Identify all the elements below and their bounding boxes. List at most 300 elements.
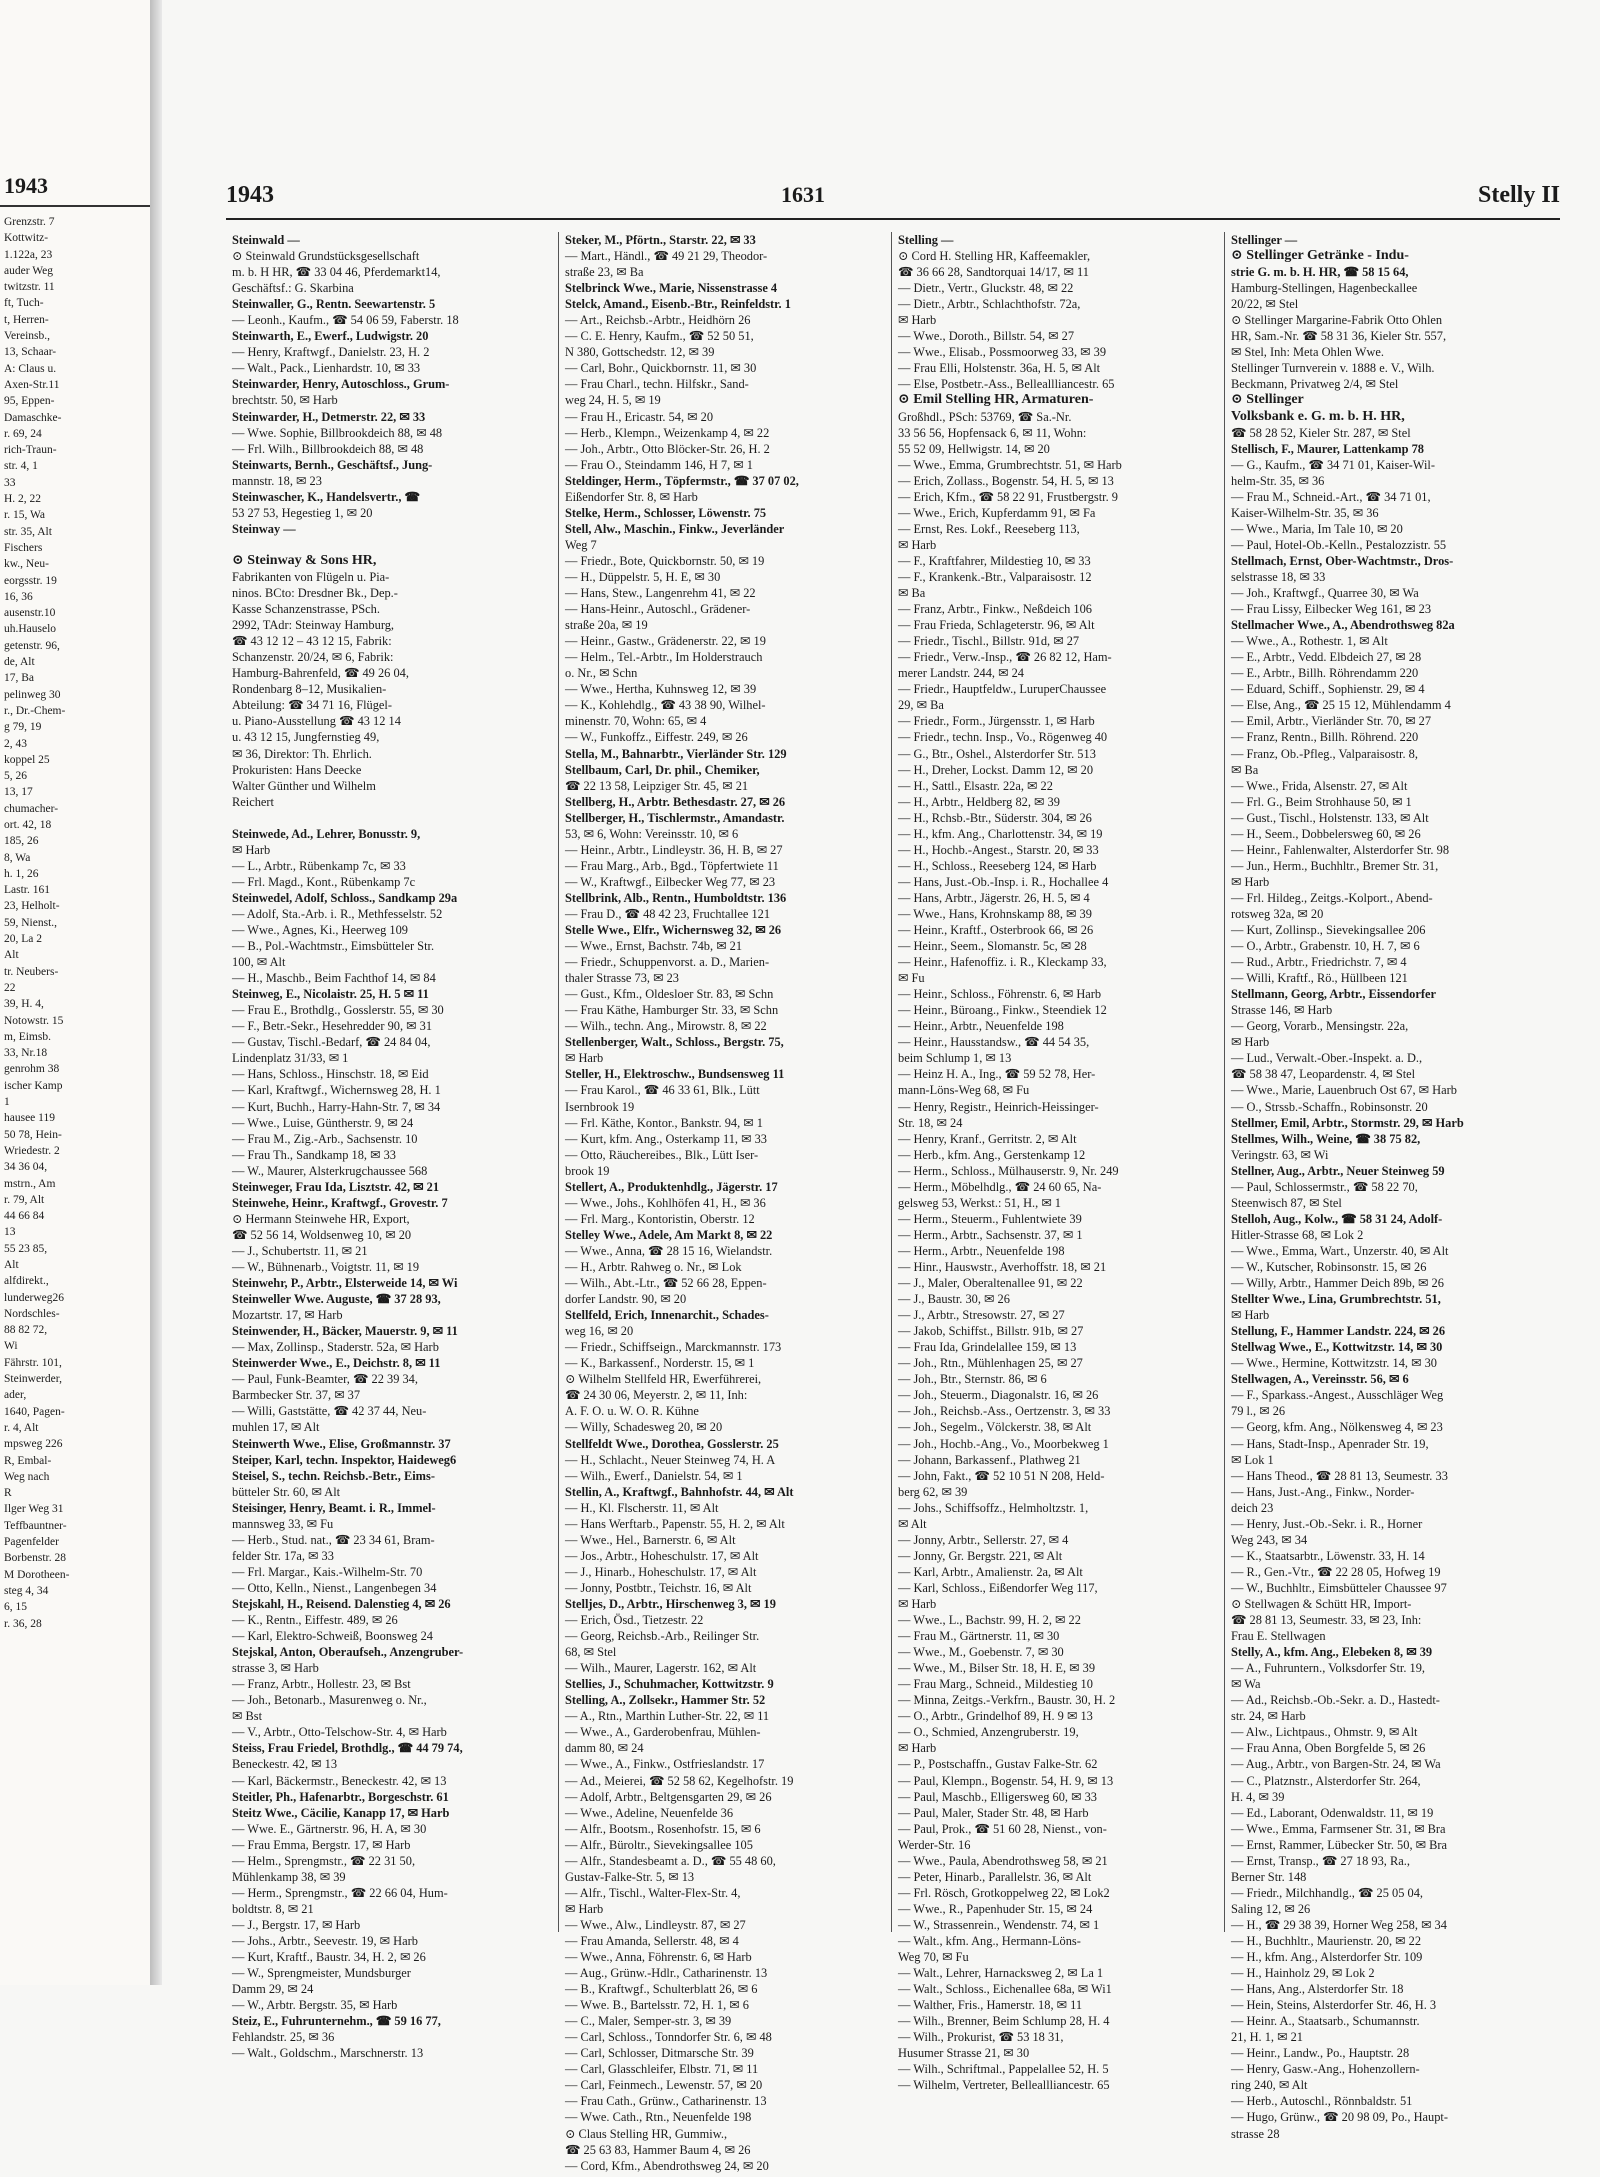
directory-entry-line: Stellisch, F., Maurer, Lattenkamp 78 — [1231, 441, 1424, 456]
directory-entry-line: — Helm., Sprengmstr., ☎ 22 31 50, — [232, 1853, 416, 1868]
directory-entry-line: — Frau Th., Sandkamp 18, ✉ 33 — [232, 1147, 396, 1162]
directory-entry-line: — Frl. Rösch, Grotkoppelweg 22, ✉ Lok2 — [898, 1885, 1110, 1900]
directory-entry-line: — Karl, Elektro-Schweiß, Boonsweg 24 — [232, 1629, 433, 1644]
directory-entry-line: — Frau Marg., Arb., Bgd., Töpfertwiete 11 — [565, 858, 779, 873]
directory-entry-line: — Jonny, Arbtr., Sellerstr. 27, ✉ 4 — [898, 1532, 1069, 1547]
directory-entry-line: bütteler Str. 60, ✉ Alt — [232, 1484, 341, 1499]
directory-entry-line: — Else, Postbetr.-Ass., Belleallliancestr. 65 — [898, 377, 1115, 392]
facing-page-line: 13, 17 — [4, 786, 33, 799]
directory-entry-line: — Gust., Tischl., Holstenstr. 133, ✉ Alt — [1231, 810, 1429, 825]
directory-entry-line: Husumer Strasse 21, ✉ 30 — [898, 2046, 1030, 2061]
directory-entry-line: — W., Sprengmeister, Mundsburger — [232, 1966, 411, 1981]
directory-entry-line: brook 19 — [565, 1163, 610, 1178]
directory-entry-line: Str. 18, ✉ 24 — [898, 1115, 963, 1130]
directory-entry-line: — Else, Ang., ☎ 25 15 12, Mühlendamm 4 — [1231, 698, 1451, 713]
directory-entry-line: Steinwascher, K., Handelsvertr., ☎ — [232, 489, 420, 504]
directory-entry-line: — Joh., Hochb.-Ang., Vo., Moorbekweg 1 — [898, 1436, 1109, 1451]
directory-entry-line: Isernbrook 19 — [565, 1099, 635, 1114]
directory-entry-line: — Wilh., Abt.-Ltr., ☎ 52 66 28, Eppen- — [565, 1276, 767, 1291]
directory-entry-line: ⊙ Wilhelm Stellfeld HR, Ewerführerei, — [565, 1372, 762, 1387]
directory-entry-line: ☎ 25 63 83, Hammer Baum 4, ✉ 26 — [565, 2142, 751, 2157]
facing-page-line: 185, 26 — [4, 835, 39, 848]
facing-page-line: Grenzstr. 7 — [4, 216, 55, 228]
directory-entry-line: u. Piano-Ausstellung ☎ 43 12 14 — [232, 714, 401, 729]
directory-entry-line: — H., Schlacht., Neuer Steinweg 74, H. A — [565, 1452, 776, 1467]
directory-entry-line: — K., Rentn., Eiffestr. 489, ✉ 26 — [232, 1613, 398, 1628]
directory-entry-line: — Hans, Schloss., Hinschstr. 18, ✉ Eid — [232, 1067, 429, 1082]
directory-entry-line: — O., Arbtr., Grindelhof 89, H. 9 ✉ 13 — [898, 1709, 1093, 1724]
directory-entry-line: — Henry, Just.-Ob.-Sekr. i. R., Horner — [1231, 1516, 1423, 1531]
directory-entry-line: Weg 243, ✉ 34 — [1231, 1532, 1308, 1547]
directory-entry-line: Stelley Wwe., Adele, Am Markt 8, ✉ 22 — [565, 1227, 773, 1242]
directory-entry-line: — Frl. G., Beim Strohhause 50, ✉ 1 — [1231, 794, 1412, 809]
directory-entry-line: 20/22, ✉ Stel — [1231, 297, 1299, 312]
facing-page-line: str. 4, 1 — [4, 460, 38, 473]
directory-entry-line: — Heinr., Hafenoffiz. i. R., Kleckamp 33, — [898, 955, 1107, 970]
directory-entry-line: — Herm., Arbtr., Neuenfelde 198 — [898, 1243, 1065, 1258]
facing-page-line: rich-Traun- — [4, 444, 57, 457]
directory-entry-line: H. 4, ✉ 39 — [1231, 1789, 1285, 1804]
directory-entry-line: — Herb., kfm. Ang., Gerstenkamp 12 — [898, 1147, 1086, 1162]
directory-entry-line: 53 27 53, Hegestieg 1, ✉ 20 — [232, 505, 373, 520]
directory-entry-line: ☎ 36 66 28, Sandtorquai 14/17, ✉ 11 — [898, 265, 1089, 280]
facing-page-line: Fischers — [4, 541, 43, 554]
directory-entry-line: ✉ Harb — [898, 313, 937, 328]
facing-page-line: ft, Tuch- — [4, 297, 44, 310]
directory-entry-line: — Adolf, Sta.-Arb. i. R., Methfesselstr. 52 — [232, 906, 443, 921]
directory-entry-line: felder Str. 17a, ✉ 33 — [232, 1548, 334, 1563]
directory-entry-line: Veringstr. 63, ✉ Wi — [1231, 1147, 1329, 1162]
facing-page-line: r. 69, 24 — [4, 427, 42, 440]
directory-entry-line: straße 20a, ✉ 19 — [565, 618, 648, 633]
directory-entry-line: — Friedr., Milchhandlg., ☎ 25 05 04, — [1231, 1885, 1423, 1900]
directory-entry-line: — Hinr., Hauswstr., Averhoffstr. 18, ✉ 21 — [898, 1260, 1107, 1274]
directory-entry-line: — Erich, Zollass., Bogenstr. 54, H. 5, ✉ 13 — [898, 473, 1114, 488]
directory-entry-line: — Wwe., Anna, ☎ 28 15 16, Wielandstr. — [565, 1243, 773, 1258]
facing-page-line: genrohm 38 — [4, 1063, 60, 1076]
directory-entry-line: — Ad., Meierei, ☎ 52 58 62, Kegelhofstr. 19 — [565, 1773, 794, 1788]
directory-entry-line: Stejskal, Anton, Oberaufseh., Anzengruber- — [232, 1645, 464, 1660]
directory-entry-line: — C. E. Henry, Kaufm., ☎ 52 50 51, — [565, 329, 754, 344]
facing-page-rule — [0, 205, 150, 207]
directory-entry-line: ☎ 58 38 47, Leopardenstr. 4, ✉ Stel — [1231, 1067, 1416, 1082]
directory-entry-line: mann-Löns-Weg 68, ✉ Fu — [898, 1083, 1030, 1098]
facing-page-line: r. 36, 28 — [4, 1617, 42, 1630]
facing-page-line: kw., Neu- — [4, 558, 49, 571]
directory-entry-line: — Herm., Arbtr., Sachsenstr. 37, ✉ 1 — [898, 1227, 1083, 1242]
facing-page-line: chumacher- — [4, 802, 59, 815]
facing-page-line: twitzstr. 11 — [4, 281, 55, 294]
directory-entry-line: selstrasse 18, ✉ 33 — [1231, 569, 1326, 584]
directory-entry-line: — Friedr., Verw.-Insp., ☎ 26 82 12, Ham- — [898, 650, 1112, 665]
directory-entry-line: Steisinger, Henry, Beamt. i. R., Immel- — [232, 1500, 436, 1515]
directory-entry-line: — W., Maurer, Alsterkrugchaussee 568 — [232, 1163, 428, 1178]
facing-page-line: g 79, 19 — [4, 721, 42, 734]
entry-columns — [226, 232, 1560, 2173]
facing-page-line: 33, Nr.18 — [4, 1047, 48, 1060]
directory-entry-line: — Wwe., Elisab., Possmoorweg 33, ✉ 39 — [898, 345, 1107, 360]
directory-entry-line: Stellmach, Ernst, Ober-Wachtmstr., Dros- — [1231, 553, 1454, 568]
directory-entry-line: — Joh., Rtn., Mühlenhagen 25, ✉ 27 — [898, 1356, 1083, 1371]
facing-page-line: steg 4, 34 — [4, 1584, 49, 1597]
facing-page-line: 33 — [4, 476, 16, 489]
directory-entry-line: — Wwe. E., Gärtnerstr. 96, H. A, ✉ 30 — [232, 1821, 427, 1836]
facing-page-line: r. 4, Alt — [4, 1421, 39, 1434]
directory-entry-line: ✉ Harb — [565, 1051, 604, 1066]
facing-page-line: A: Claus u. — [4, 362, 57, 375]
directory-entry-line: — Herb., Klempn., Weizenkamp 4, ✉ 22 — [565, 425, 770, 440]
directory-entry-line: u. 43 12 15, Jungfernstieg 49, — [232, 730, 380, 745]
directory-entry-line: Stellberger, H., Tischlermstr., Amandastr. — [565, 810, 785, 825]
facing-page-line: alfdirekt., — [4, 1275, 49, 1288]
directory-entry-line: ✉ 36, Direktor: Th. Ehrlich. — [232, 746, 372, 761]
directory-entry-line: — Frl. Wilh., Billbrookdeich 88, ✉ 48 — [232, 441, 424, 456]
directory-entry-line: — Hans, Ang., Alsterdorfer Str. 18 — [1231, 1982, 1404, 1997]
directory-entry-line: — Wwe., Luise, Güntherstr. 9, ✉ 24 — [232, 1115, 414, 1130]
directory-entry-line: Stellwag Wwe., E., Kottwitzstr. 14, ✉ 30 — [1231, 1340, 1443, 1355]
directory-entry-line: Stell, Alw., Maschin., Finkw., Jeverländer — [565, 521, 785, 536]
directory-entry-line: gelsweg 53, Werkst.: 51, H., ✉ 1 — [898, 1195, 1061, 1210]
directory-entry-line: — Frau M., Gärtnerstr. 11, ✉ 30 — [898, 1629, 1060, 1644]
facing-page-line: m, Eimsb. — [4, 1030, 51, 1043]
facing-page-line: mstrn., Am — [4, 1177, 56, 1190]
directory-entry-line: weg 24, H. 5, ✉ 19 — [565, 393, 661, 408]
directory-entry-line: — Friedr., Schiffseign., Marckmannstr. 173 — [565, 1340, 782, 1355]
directory-entry-line: Strasse 146, ✉ Harb — [1231, 1003, 1333, 1018]
directory-entry-line: helm-Str. 35, ✉ 36 — [1231, 473, 1325, 488]
directory-entry-line: — Hans, Just.-Ob.-Insp. i. R., Hochallee 4 — [898, 874, 1109, 889]
directory-entry-line: Steinwerth Wwe., Elise, Großmannstr. 37 — [232, 1436, 451, 1451]
directory-entry-line: Stellbrink, Alb., Rentn., Humboldtstr. 136 — [565, 890, 787, 905]
directory-entry-line: — Wwe., Marie, Lauenbruch Ost 67, ✉ Harb — [1231, 1083, 1457, 1098]
directory-entry-line: — Hans, Just.-Ang., Finkw., Norder- — [1231, 1484, 1415, 1499]
directory-entry-line: muhlen 17, ✉ Alt — [232, 1420, 320, 1435]
directory-entry-line: — J., Hinarb., Hoheschulstr. 17, ✉ Alt — [565, 1564, 757, 1579]
directory-entry-line: ✉ Ba — [1231, 762, 1259, 777]
facing-page-line: eorgsstr. 19 — [4, 574, 57, 587]
directory-entry-line: Schanzenstr. 20/24, ✉ 6, Fabrik: — [232, 650, 394, 665]
directory-entry-line: merer Landstr. 244, ✉ 24 — [898, 666, 1024, 681]
directory-entry-line: — Frau Karol., ☎ 46 33 61, Blk., Lütt — [565, 1083, 760, 1098]
facing-page-line: R, Embal- — [4, 1454, 52, 1467]
directory-entry-line: ✉ Wa — [1231, 1677, 1261, 1692]
directory-entry-line: weg 16, ✉ 20 — [565, 1324, 634, 1339]
directory-entry-line — [232, 537, 552, 553]
directory-entry-line: — F., Kraftfahrer, Mildestieg 10, ✉ 33 — [898, 553, 1091, 568]
directory-entry-line: — Joh., Reichsb.-Ass., Oertzenstr. 3, ✉ 33 — [898, 1404, 1111, 1419]
directory-entry-line: Mühlenkamp 38, ✉ 39 — [232, 1869, 346, 1884]
directory-entry-line: — Wwe., M., Bilser Str. 18, H. E, ✉ 39 — [898, 1661, 1096, 1676]
directory-entry-line: — Karl, Arbtr., Amalienstr. 2a, ✉ Alt — [898, 1564, 1083, 1579]
facing-page-line: Alt — [4, 1259, 19, 1271]
directory-entry-line: — Gust., Kfm., Oldesloer Str. 83, ✉ Schn — [565, 987, 774, 1002]
directory-entry-line: Stellin, A., Kraftwgf., Bahnhofstr. 44, ✉ Alt — [565, 1484, 794, 1499]
directory-entry-line: 79 l., ✉ 26 — [1231, 1404, 1286, 1419]
directory-entry-line: — Frau Frieda, Schlageterstr. 96, ✉ Alt — [898, 618, 1095, 633]
facing-page-line: Borbenstr. 28 — [4, 1552, 66, 1565]
directory-entry-line: ☎ 22 13 58, Leipziger Str. 45, ✉ 21 — [565, 778, 749, 793]
directory-entry-line: Großhdl., PSch: 53769, ☎ Sa.-Nr. — [898, 409, 1072, 424]
directory-entry-line: — Paul, Hotel-Ob.-Kelln., Pestalozzistr. 55 — [1231, 537, 1447, 552]
directory-entry-line: Abteilung: ☎ 34 71 16, Flügel- — [232, 698, 392, 713]
directory-entry-line: — J., Maler, Oberaltenallee 91, ✉ 22 — [898, 1276, 1083, 1291]
directory-entry-line: 33 56 56, Hopfensack 6, ✉ 11, Wohn: — [898, 425, 1087, 440]
directory-entry-line: Berner Str. 148 — [1231, 1869, 1307, 1884]
directory-entry-line: — Willi, Gaststätte, ☎ 42 37 44, Neu- — [232, 1404, 427, 1419]
directory-entry-line: — V., Arbtr., Otto-Telschow-Str. 4, ✉ Harb — [232, 1725, 447, 1740]
directory-entry-line: — Friedr., Schuppenvorst. a. D., Marien- — [565, 955, 770, 970]
directory-entry-line: — J., Schubertstr. 11, ✉ 21 — [232, 1243, 368, 1258]
facing-page-line: t, Herren- — [4, 313, 49, 326]
directory-entry-line: ☎ 24 30 06, Meyerstr. 2, ✉ 11, Inh: — [565, 1388, 748, 1403]
directory-entry-line: Stellwagen, A., Vereinsstr. 56, ✉ 6 — [1231, 1372, 1409, 1387]
facing-page-line: 20, La 2 — [4, 933, 43, 946]
directory-entry-line: — A., Rtn., Marthin Luther-Str. 22, ✉ 11 — [565, 1709, 770, 1724]
directory-entry-line: Stellenberger, Walt., Schloss., Bergstr. 75, — [565, 1035, 784, 1050]
directory-entry-line: ⊙ Cord H. Stelling HR, Kaffeemakler, — [898, 249, 1091, 264]
directory-entry-line: — Heinr., Gastw., Grädenerstr. 22, ✉ 19 — [565, 634, 766, 649]
directory-entry-line: — Walt., Goldschm., Marschnerstr. 13 — [232, 2046, 424, 2061]
directory-entry-line: — Karl, Bäckermstr., Beneckestr. 42, ✉ 13 — [232, 1773, 447, 1788]
facing-page-line: lunderweg26 — [4, 1291, 65, 1304]
facing-page-line: 55 23 85, — [4, 1242, 48, 1255]
directory-entry-line: Steinwede, Ad., Lehrer, Bonusstr. 9, — [232, 826, 421, 841]
directory-entry-line: — Leonh., Kaufm., ☎ 54 06 59, Faberstr. 18 — [232, 313, 459, 328]
directory-entry-line: — Herm., Möbelhdlg., ☎ 24 60 65, Na- — [898, 1179, 1102, 1194]
directory-entry-line: ⊙ Claus Stelling HR, Gummiw., — [565, 2126, 728, 2141]
directory-entry-line: — Georg, Vorarb., Mensingstr. 22a, — [1231, 1019, 1409, 1034]
directory-entry-line: Stellter Wwe., Lina, Grumbrechtstr. 51, — [1231, 1292, 1441, 1307]
directory-entry-line: Walter Günther und Wilhelm — [232, 778, 376, 793]
directory-entry-line: — Wwe., Emma, Wart., Unzerstr. 40, ✉ Alt — [1231, 1243, 1449, 1258]
directory-entry-line: strasse 28 — [1231, 2126, 1280, 2141]
directory-entry-line: — Frau M., Schneid.-Art., ☎ 34 71 01, — [1231, 489, 1431, 504]
header-rule — [226, 218, 1560, 220]
facing-page-line: 88 82 72, — [4, 1324, 48, 1337]
directory-entry-line: ☎ 28 81 13, Seumestr. 33, ✉ 23, Inh: — [1231, 1613, 1422, 1628]
directory-entry-line: — Wilh., Maurer, Lagerstr. 162, ✉ Alt — [565, 1661, 757, 1676]
directory-entry-line: — H., Arbtr., Heldberg 82, ✉ 39 — [898, 794, 1060, 809]
directory-entry-line: mannsweg 33, ✉ Fu — [232, 1516, 334, 1531]
facing-page-line: getenstr. 96, — [4, 639, 60, 652]
directory-entry-line: Stellberg, H., Arbtr. Bethesdastr. 27, ✉ 26 — [565, 794, 786, 809]
directory-entry-line: — Ernst, Transp., ☎ 27 18 93, Ra., — [1231, 1853, 1410, 1868]
facing-page-line: pelinweg 30 — [4, 688, 61, 701]
directory-entry-line: — Frau Anna, Oben Borgfelde 5, ✉ 26 — [1231, 1741, 1426, 1756]
directory-entry-line: — Joh., Btr., Sternstr. 86, ✉ 6 — [898, 1372, 1047, 1387]
directory-entry-line: — Heinr., Fahlenwalter, Alsterdorfer Str. 98 — [1231, 842, 1450, 857]
directory-entry-line: o. Nr., ✉ Schn — [565, 666, 638, 681]
directory-entry-line: — Erich, Kfm., ☎ 58 22 91, Frustbergstr. 9 — [898, 489, 1118, 504]
directory-entry-line: ✉ Harb — [898, 1741, 937, 1756]
directory-entry-line: — Franz, Rentn., Billh. Röhrend. 220 — [1231, 730, 1419, 745]
directory-entry-line: — Friedr., techn. Insp., Vo., Rögenweg 40 — [898, 730, 1108, 745]
directory-entry-line: ✉ Ba — [898, 586, 926, 601]
directory-entry-line: strasse 3, ✉ Harb — [232, 1661, 319, 1676]
directory-entry-line: — Heinr., Arbtr., Neuenfelde 198 — [898, 1019, 1064, 1034]
directory-entry-line: — Paul, Maler, Stader Str. 48, ✉ Harb — [898, 1805, 1089, 1820]
directory-entry-line: — Hans-Heinr., Autoschl., Grädener- — [565, 602, 751, 617]
directory-entry-line: — Frau H., Ericastr. 54, ✉ 20 — [565, 409, 714, 424]
directory-entry-line: — Carl, Glasschleifer, Elbstr. 71, ✉ 11 — [565, 2062, 759, 2077]
directory-entry-line: ✉ Stel, Inh: Meta Ohlen Wwe. — [1231, 345, 1384, 360]
facing-page-line: Ilger Weg 31 — [4, 1503, 64, 1516]
directory-entry-line: — Rud., Arbtr., Friedrichstr. 7, ✉ 4 — [1231, 955, 1407, 970]
directory-entry-line: — Wwe., Johs., Kohlhöfen 41, H., ✉ 36 — [565, 1195, 766, 1210]
facing-page-lines — [4, 214, 152, 1632]
directory-entry-line: — Helm., Tel.-Arbtr., Im Holderstrauch — [565, 650, 763, 665]
directory-entry-line: Steinwarder, Henry, Autoschloss., Grum- — [232, 377, 450, 392]
facing-page-line: 5, 26 — [4, 770, 27, 783]
directory-entry-line: — Carl, Schloss., Tonndorfer Str. 6, ✉ 48 — [565, 2030, 772, 2045]
directory-entry-line: Stellmes, Wilh., Weine, ☎ 38 75 82, — [1231, 1131, 1421, 1146]
directory-entry-line: Steiss, Frau Friedel, Brothdlg., ☎ 44 79 74, — [232, 1741, 463, 1756]
directory-entry-line: — H., Kl. Flscherstr. 11, ✉ Alt — [565, 1500, 719, 1515]
directory-entry-line: — R., Gen.-Vtr., ☎ 22 28 05, Hofweg 19 — [1231, 1564, 1441, 1579]
book-gutter — [150, 0, 162, 1985]
facing-page-line: Fährstr. 101, — [4, 1356, 62, 1369]
directory-entry-line: — Herb., Stud. nat., ☎ 23 34 61, Bram- — [232, 1532, 435, 1547]
directory-entry-line: — Hans, Stadt-Insp., Apenrader Str. 19, — [1231, 1436, 1429, 1451]
directory-entry-line: — H., Hochb.-Angest., Starstr. 20, ✉ 33 — [898, 842, 1099, 857]
directory-entry-line: Steinwehr, P., Arbtr., Elsterweide 14, ✉ Wi — [232, 1276, 458, 1291]
directory-entry-line: boldtstr. 8, ✉ 21 — [232, 1901, 314, 1916]
directory-entry-line: HR, Sam.-Nr. ☎ 58 31 36, Kieler Str. 557, — [1231, 329, 1447, 344]
directory-entry-line: — H., kfm. Ang., Alsterdorfer Str. 109 — [1231, 1950, 1423, 1965]
directory-entry-line: — Dietr., Arbtr., Schlachthofstr. 72a, — [898, 297, 1081, 312]
directory-entry-line: — Johann, Barkassenf., Plathweg 21 — [898, 1452, 1081, 1467]
directory-entry-line: — Kurt, Buchh., Harry-Hahn-Str. 7, ✉ 34 — [232, 1099, 441, 1114]
directory-entry-line: — Wilhelm, Vertreter, Belleallliancestr. 65 — [898, 2078, 1110, 2093]
directory-entry-line: — Wwe., Emma, Grumbrechtstr. 51, ✉ Harb — [898, 457, 1122, 472]
facing-page-line: 6, 15 — [4, 1601, 27, 1614]
directory-entry-line: Steisel, S., techn. Reichsb.-Betr., Eims- — [232, 1468, 435, 1483]
directory-entry-line: — Alfr., Büroltr., Sievekingsallee 105 — [565, 1837, 753, 1852]
directory-entry-line: — W., Funkoffz., Eiffestr. 249, ✉ 26 — [565, 730, 748, 745]
directory-entry-line: ring 240, ✉ Alt — [1231, 2078, 1308, 2093]
directory-entry-line: — Frau Cath., Grünw., Catharinenstr. 13 — [565, 2094, 767, 2109]
directory-entry-line: — H., Maschb., Beim Fachthof 14, ✉ 84 — [232, 971, 436, 986]
directory-entry-line: — H., Düppelstr. 5, H. E, ✉ 30 — [565, 569, 721, 584]
directory-entry-line: m. b. H HR, ☎ 33 04 46, Pferdemarkt14, — [232, 265, 441, 280]
directory-entry-line: — Frl. Marg., Kontoristin, Oberstr. 12 — [565, 1211, 755, 1226]
facing-page-line: 23, Helholt- — [4, 900, 60, 913]
directory-entry-line: — Frau Ida, Grindelallee 159, ✉ 13 — [898, 1340, 1077, 1355]
header-year: 1943 — [226, 182, 274, 208]
column-2 — [559, 232, 892, 2173]
directory-entry-line: — A., Fuhruntern., Volksdorfer Str. 19, — [1231, 1661, 1426, 1676]
directory-entry-line: straße 23, ✉ Ba — [565, 265, 644, 280]
directory-entry-line: — Wwe., Emma, Farmsener Str. 31, ✉ Bra — [1231, 1821, 1446, 1836]
directory-entry-line: — W., Kutscher, Robinsonstr. 15, ✉ 26 — [1231, 1260, 1427, 1274]
directory-entry-line: Steinwaller, G., Rentn. Seewartenstr. 5 — [232, 297, 436, 312]
column-1 — [226, 232, 559, 2061]
directory-entry-line: — J., Baustr. 30, ✉ 26 — [898, 1292, 1010, 1307]
directory-entry-line: Volksbank e. G. m. b. H. HR, — [1231, 408, 1405, 424]
directory-entry-line: — Franz, Arbtr., Hollestr. 23, ✉ Bst — [232, 1677, 411, 1692]
directory-entry-line: — Jonny, Postbtr., Teichstr. 16, ✉ Alt — [565, 1580, 752, 1595]
directory-entry-line: — L., Arbtr., Rübenkamp 7c, ✉ 33 — [232, 858, 406, 873]
directory-entry-line: — Willy, Schadesweg 20, ✉ 20 — [565, 1420, 723, 1435]
facing-page-line: Wriedestr. 2 — [4, 1144, 60, 1157]
directory-entry-line: — W., Kraftwgf., Eilbecker Weg 77, ✉ 23 — [565, 874, 776, 889]
directory-entry-line: Steinway — — [232, 521, 296, 536]
directory-entry-line: Saling 12, ✉ 26 — [1231, 1901, 1311, 1916]
facing-page-line: Weg nach — [4, 1470, 50, 1483]
directory-entry-line: — Joh., Steuerm., Diagonalstr. 16, ✉ 26 — [898, 1388, 1099, 1403]
directory-entry-line: — Wwe., A., Rothestr. 1, ✉ Alt — [1231, 634, 1388, 649]
directory-entry-line: — H., Sattl., Elsastr. 22a, ✉ 22 — [898, 778, 1053, 793]
facing-page-line: Steinwerder, — [4, 1373, 62, 1386]
directory-entry-line: — B., Kraftwgf., Schulterblatt 26, ✉ 6 — [565, 1982, 758, 1997]
directory-entry-line: — Franz, Arbtr., Finkw., Neßdeich 106 — [898, 602, 1092, 617]
directory-entry-line: ⊙ Hermann Steinwehe HR, Export, — [232, 1211, 410, 1226]
directory-entry-line: — H., Arbtr. Rahweg o. Nr., ✉ Lok — [565, 1260, 742, 1274]
directory-entry-line: ✉ Harb — [1231, 1035, 1270, 1050]
directory-entry-line: — Frau Amanda, Sellerstr. 48, ✉ 4 — [565, 1933, 739, 1948]
facing-page-line: 50 78, Hein- — [4, 1128, 62, 1141]
directory-entry-line: Steitz Wwe., Cäcilie, Kanapp 17, ✉ Harb — [232, 1805, 450, 1820]
directory-entry-line: — Hugo, Grünw., ☎ 20 98 09, Po., Haupt- — [1231, 2110, 1448, 2125]
directory-entry-line: Geschäftsf.: G. Skarbina — [232, 281, 354, 296]
facing-page-line: 22 — [4, 981, 16, 994]
directory-entry-line: ✉ Harb — [565, 1901, 604, 1916]
directory-entry-line: ✉ Harb — [1231, 1308, 1270, 1323]
facing-page-line: 39, H. 4, — [4, 998, 44, 1011]
directory-entry-line: — B., Pol.-Wachtmstr., Eimsbütteler Str. — [232, 939, 435, 954]
facing-page-fragment — [0, 0, 156, 1985]
directory-entry-line: ⊙ Stellinger — [1231, 392, 1304, 408]
directory-entry-line: — Walt., Pack., Lienhardstr. 10, ✉ 33 — [232, 361, 421, 376]
directory-entry-line: — Paul, Schlossermstr., ☎ 58 22 70, — [1231, 1179, 1418, 1194]
directory-entry-line: — Wilh., Ewerf., Danielstr. 54, ✉ 1 — [565, 1468, 743, 1483]
facing-page-line: ort. 42, 18 — [4, 818, 52, 831]
directory-entry-line: — Friedr., Form., Jürgensstr. 1, ✉ Harb — [898, 714, 1095, 729]
facing-page-line: R — [4, 1487, 12, 1500]
directory-entry-line: — P., Postschaffn., Gustav Falke-Str. 62 — [898, 1757, 1098, 1772]
directory-entry-line: — Joh., Kraftwgf., Quarree 30, ✉ Wa — [1231, 586, 1419, 601]
directory-entry-line: ✉ Harb — [898, 537, 937, 552]
directory-entry-line: Rondenbarg 8–12, Musikalien- — [232, 682, 387, 697]
directory-entry-line: — Frau Charl., techn. Hilfskr., Sand- — [565, 377, 749, 392]
directory-entry-line: — Heinr. A., Staatsarb., Schumannstr. — [1231, 2014, 1420, 2029]
page-header — [226, 182, 1560, 222]
directory-entry-line: 2992, TAdr: Steinway Hamburg, — [232, 618, 395, 633]
directory-entry-line: ⊙ Steinway & Sons HR, — [232, 552, 377, 568]
facing-page-line: Vereinsb., — [4, 330, 50, 343]
directory-entry-line: — Willi, Kraftf., Rö., Hüllbeen 121 — [1231, 971, 1408, 986]
directory-entry-line: Beckmann, Privatweg 2/4, ✉ Stel — [1231, 377, 1399, 392]
facing-page-line: 1 — [4, 1096, 10, 1109]
directory-entry-line: — Ernst, Res. Lokf., Reeseberg 113, — [898, 521, 1080, 536]
directory-entry-line: Steinwender, H., Bäcker, Mauerstr. 9, ✉ 11 — [232, 1324, 458, 1339]
directory-entry-line: Hamburg-Bahrenfeld, ☎ 49 26 04, — [232, 666, 409, 681]
directory-entry-line: — H., Hainholz 29, ✉ Lok 2 — [1231, 1966, 1375, 1981]
directory-entry-line: — Alfr., Tischl., Walter-Flex-Str. 4, — [565, 1885, 741, 1900]
directory-entry-line: Stelbrinck Wwe., Marie, Nissenstrasse 4 — [565, 281, 778, 296]
directory-entry-line: deich 23 — [1231, 1500, 1274, 1515]
directory-entry-line: Stellbaum, Carl, Dr. phil., Chemiker, — [565, 762, 760, 777]
directory-entry-line: 100, ✉ Alt — [232, 955, 286, 970]
directory-entry-line: dorfer Landstr. 90, ✉ 20 — [565, 1292, 687, 1307]
directory-entry-line: Weg 70, ✉ Fu — [898, 1950, 969, 1965]
facing-page-line: Nordschles- — [4, 1307, 60, 1320]
directory-entry-line: — Alw., Lichtpaus., Ohmstr. 9, ✉ Alt — [1231, 1725, 1418, 1740]
facing-page-line: Axen-Str.11 — [4, 378, 60, 391]
directory-entry-line: rotsweg 32a, ✉ 20 — [1231, 906, 1324, 921]
directory-entry-line: ☎ 58 28 52, Kieler Str. 287, ✉ Stel — [1231, 425, 1411, 440]
directory-entry-line: — Joh., Arbtr., Otto Blöcker-Str. 26, H. 2 — [565, 441, 770, 456]
